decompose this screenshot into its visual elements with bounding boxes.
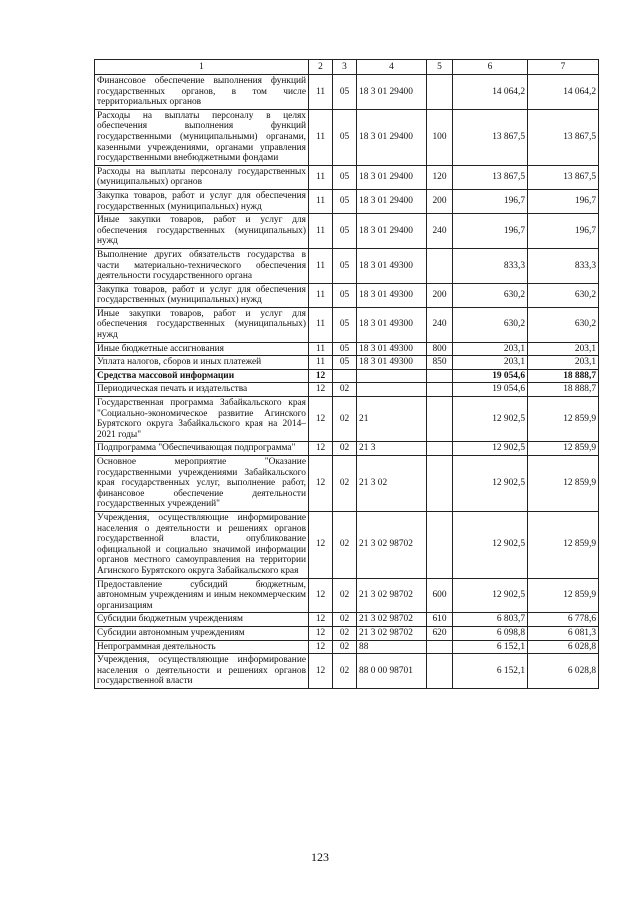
table-row (95, 248, 599, 283)
cell-name: Закупка товаров, работ и услуг для обеспечения государственных (муниципальных) нужд (95, 283, 309, 307)
header-col-5: 5 (427, 60, 453, 75)
cell-name: Иные бюджетные ассигнования (95, 342, 309, 356)
table-row (95, 369, 599, 383)
cell-section: 12 (309, 613, 333, 627)
cell-expense-type: 200 (427, 189, 453, 213)
cell-name: Иные закупки товаров, работ и услуг для обеспечения государственных (муниципальных) нужд (95, 307, 309, 342)
cell-target-article: 88 (357, 640, 427, 654)
cell-amount-planned: 12 902,5 (453, 511, 528, 578)
header-col-7: 7 (528, 60, 599, 75)
cell-amount-planned: 12 902,5 (453, 442, 528, 456)
cell-amount-executed: 6 778,6 (528, 613, 599, 627)
cell-target-article: 88 0 00 98701 (357, 654, 427, 689)
cell-name: Непрограммная деятельность (95, 640, 309, 654)
cell-section: 11 (309, 356, 333, 370)
table-row (95, 214, 599, 249)
cell-target-article: 18 3 01 49300 (357, 283, 427, 307)
table-row (95, 75, 599, 110)
table-row (95, 165, 599, 189)
cell-amount-executed: 12 859,9 (528, 456, 599, 512)
cell-expense-type: 120 (427, 165, 453, 189)
cell-subsection: 02 (333, 654, 357, 689)
cell-amount-executed: 12 859,9 (528, 397, 599, 442)
cell-name: Учреждения, осуществляющие информирование населения о деятельности и решениях органов государственной власти (95, 654, 309, 689)
cell-amount-executed: 203,1 (528, 356, 599, 370)
cell-section: 12 (309, 442, 333, 456)
cell-amount-planned: 6 152,1 (453, 654, 528, 689)
table-row (95, 307, 599, 342)
cell-section: 12 (309, 654, 333, 689)
cell-subsection: 05 (333, 307, 357, 342)
cell-target-article: 18 3 01 49300 (357, 248, 427, 283)
cell-target-article: 21 3 02 98702 (357, 626, 427, 640)
cell-section: 11 (309, 307, 333, 342)
header-col-6: 6 (453, 60, 528, 75)
cell-name: Периодическая печать и издательства (95, 383, 309, 397)
cell-subsection: 02 (333, 511, 357, 578)
cell-expense-type: 800 (427, 342, 453, 356)
cell-section: 12 (309, 383, 333, 397)
budget-table (94, 59, 599, 689)
cell-subsection: 05 (333, 342, 357, 356)
cell-expense-type: 620 (427, 626, 453, 640)
cell-subsection: 02 (333, 442, 357, 456)
table-row (95, 511, 599, 578)
cell-subsection: 05 (333, 248, 357, 283)
cell-section: 12 (309, 511, 333, 578)
table-row (95, 283, 599, 307)
cell-subsection (333, 369, 357, 383)
cell-expense-type (427, 654, 453, 689)
cell-expense-type: 850 (427, 356, 453, 370)
cell-target-article: 18 3 01 29400 (357, 75, 427, 110)
cell-name: Учреждения, осуществляющие информирование населения о деятельности и решениях органов государственной власти, опубликование официальной и социально значимой информации органов местного самоуправления на территории Агинского Бурятского округа Забайкальского края (95, 511, 309, 578)
cell-subsection: 02 (333, 613, 357, 627)
table-row (95, 613, 599, 627)
cell-expense-type: 610 (427, 613, 453, 627)
cell-amount-executed: 13 867,5 (528, 109, 599, 165)
cell-expense-type (427, 248, 453, 283)
cell-subsection: 05 (333, 214, 357, 249)
cell-amount-planned: 203,1 (453, 356, 528, 370)
cell-expense-type: 200 (427, 283, 453, 307)
cell-name: Субсидии автономным учреждениям (95, 626, 309, 640)
cell-amount-executed: 12 859,9 (528, 511, 599, 578)
cell-amount-executed: 630,2 (528, 283, 599, 307)
cell-section: 11 (309, 75, 333, 110)
cell-name: Предоставление субсидий бюджетным, автономным учреждениям и иным некоммерческим организациям (95, 578, 309, 613)
cell-name: Основное мероприятие "Оказание государственными учреждениями Забайкальского края государственных услуг, выполнение работ, финансовое обеспечение деятельности государственных учреждений" (95, 456, 309, 512)
cell-amount-planned: 196,7 (453, 214, 528, 249)
cell-amount-executed: 12 859,9 (528, 578, 599, 613)
cell-expense-type: 100 (427, 109, 453, 165)
cell-amount-planned: 12 902,5 (453, 397, 528, 442)
cell-name: Государственная программа Забайкальского края "Социально-экономическое развитие Агинского Бурятского округа Забайкальского края на 2014–2021 годы" (95, 397, 309, 442)
cell-amount-planned: 203,1 (453, 342, 528, 356)
cell-amount-executed: 196,7 (528, 214, 599, 249)
cell-subsection: 02 (333, 578, 357, 613)
cell-target-article: 18 3 01 49300 (357, 342, 427, 356)
cell-expense-type: 240 (427, 307, 453, 342)
cell-amount-executed: 18 888,7 (528, 383, 599, 397)
cell-expense-type (427, 397, 453, 442)
cell-expense-type: 600 (427, 578, 453, 613)
cell-section: 11 (309, 248, 333, 283)
cell-name: Подпрограмма "Обеспечивающая подпрограмма" (95, 442, 309, 456)
cell-amount-planned: 6 098,8 (453, 626, 528, 640)
cell-amount-planned: 19 054,6 (453, 383, 528, 397)
cell-amount-planned: 196,7 (453, 189, 528, 213)
cell-subsection: 05 (333, 283, 357, 307)
cell-name: Расходы на выплаты персоналу государственных (муниципальных) органов (95, 165, 309, 189)
cell-target-article: 21 3 02 98702 (357, 613, 427, 627)
cell-expense-type (427, 383, 453, 397)
cell-section: 12 (309, 640, 333, 654)
cell-subsection: 02 (333, 383, 357, 397)
cell-subsection: 05 (333, 75, 357, 110)
cell-expense-type (427, 640, 453, 654)
cell-subsection: 02 (333, 626, 357, 640)
cell-expense-type (427, 456, 453, 512)
cell-name: Выполнение других обязательств государства в части материально-технического обеспечения деятельности государственного органа (95, 248, 309, 283)
table-row (95, 397, 599, 442)
cell-section: 12 (309, 397, 333, 442)
cell-amount-executed: 6 028,8 (528, 654, 599, 689)
cell-amount-executed: 6 028,8 (528, 640, 599, 654)
cell-target-article: 21 3 02 98702 (357, 578, 427, 613)
table-body (95, 75, 599, 689)
cell-subsection: 05 (333, 165, 357, 189)
cell-subsection: 05 (333, 109, 357, 165)
cell-amount-executed: 833,3 (528, 248, 599, 283)
cell-section: 11 (309, 283, 333, 307)
header-col-3: 3 (333, 60, 357, 75)
cell-expense-type (427, 369, 453, 383)
cell-amount-planned: 630,2 (453, 283, 528, 307)
cell-section: 12 (309, 456, 333, 512)
table-row (95, 578, 599, 613)
table-row (95, 342, 599, 356)
cell-amount-executed: 196,7 (528, 189, 599, 213)
cell-section: 12 (309, 626, 333, 640)
cell-name: Закупка товаров, работ и услуг для обеспечения государственных (муниципальных) нужд (95, 189, 309, 213)
cell-amount-planned: 12 902,5 (453, 456, 528, 512)
cell-target-article: 21 3 02 (357, 456, 427, 512)
cell-target-article: 21 (357, 397, 427, 442)
cell-expense-type (427, 75, 453, 110)
cell-section: 11 (309, 214, 333, 249)
cell-section: 11 (309, 165, 333, 189)
cell-amount-executed: 18 888,7 (528, 369, 599, 383)
table-row (95, 189, 599, 213)
cell-amount-planned: 6 152,1 (453, 640, 528, 654)
header-col-1: 1 (95, 60, 309, 75)
page-number: 123 (311, 850, 329, 864)
cell-amount-planned: 14 064,2 (453, 75, 528, 110)
cell-amount-planned: 13 867,5 (453, 165, 528, 189)
cell-section: 12 (309, 578, 333, 613)
cell-name: Финансовое обеспечение выполнения функций государственных органов, в том числе территориальных органов (95, 75, 309, 110)
header-col-2: 2 (309, 60, 333, 75)
cell-amount-executed: 12 859,9 (528, 442, 599, 456)
cell-name: Расходы на выплаты персоналу в целях обеспечения выполнения функций государственными (муниципальными) органами, казенными учреждениями, органами управления государственными внебюджетными фондами (95, 109, 309, 165)
cell-amount-executed: 630,2 (528, 307, 599, 342)
cell-amount-planned: 833,3 (453, 248, 528, 283)
cell-section: 11 (309, 189, 333, 213)
cell-name: Средства массовой информации (95, 369, 309, 383)
cell-expense-type (427, 442, 453, 456)
cell-name: Субсидии бюджетным учреждениям (95, 613, 309, 627)
table-row (95, 109, 599, 165)
table-row (95, 356, 599, 370)
header-col-4: 4 (357, 60, 427, 75)
cell-target-article: 21 3 02 98702 (357, 511, 427, 578)
cell-amount-planned: 19 054,6 (453, 369, 528, 383)
cell-target-article: 21 3 (357, 442, 427, 456)
cell-target-article (357, 369, 427, 383)
cell-subsection: 02 (333, 456, 357, 512)
cell-amount-executed: 13 867,5 (528, 165, 599, 189)
table-row (95, 654, 599, 689)
cell-amount-executed: 203,1 (528, 342, 599, 356)
table-row (95, 442, 599, 456)
cell-expense-type: 240 (427, 214, 453, 249)
cell-subsection: 02 (333, 397, 357, 442)
cell-target-article: 18 3 01 29400 (357, 214, 427, 249)
cell-target-article: 18 3 01 29400 (357, 109, 427, 165)
table-row (95, 456, 599, 512)
table-row (95, 640, 599, 654)
cell-section: 11 (309, 109, 333, 165)
cell-amount-executed: 14 064,2 (528, 75, 599, 110)
cell-expense-type (427, 511, 453, 578)
cell-target-article: 18 3 01 29400 (357, 189, 427, 213)
cell-target-article (357, 383, 427, 397)
cell-section: 11 (309, 342, 333, 356)
cell-target-article: 18 3 01 29400 (357, 165, 427, 189)
cell-subsection: 02 (333, 640, 357, 654)
table-header-row (95, 60, 599, 75)
cell-amount-planned: 13 867,5 (453, 109, 528, 165)
cell-amount-executed: 6 081,3 (528, 626, 599, 640)
cell-amount-planned: 630,2 (453, 307, 528, 342)
cell-target-article: 18 3 01 49300 (357, 356, 427, 370)
cell-amount-planned: 6 803,7 (453, 613, 528, 627)
cell-subsection: 05 (333, 356, 357, 370)
cell-amount-planned: 12 902,5 (453, 578, 528, 613)
cell-subsection: 05 (333, 189, 357, 213)
table-row (95, 626, 599, 640)
cell-name: Иные закупки товаров, работ и услуг для обеспечения государственных (муниципальных) нужд (95, 214, 309, 249)
cell-section: 12 (309, 369, 333, 383)
cell-name: Уплата налогов, сборов и иных платежей (95, 356, 309, 370)
cell-target-article: 18 3 01 49300 (357, 307, 427, 342)
table-row (95, 383, 599, 397)
